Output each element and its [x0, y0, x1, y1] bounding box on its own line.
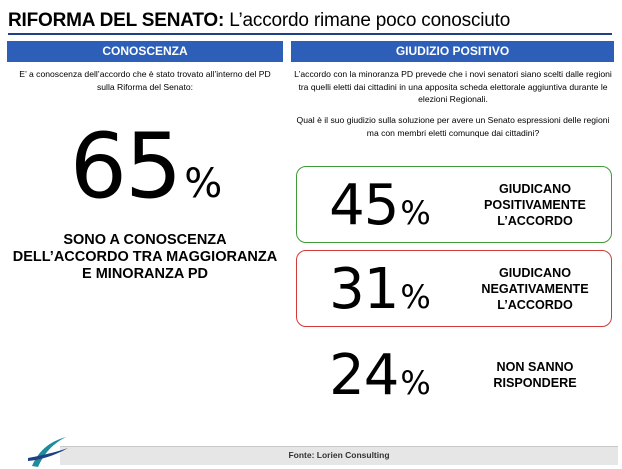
conoscenza-caption: SONO A CONOSCENZA DELL’ACCORDO TRA MAGGIORANZA E MINORANZA PD: [12, 232, 278, 282]
page-title: [8, 10, 510, 32]
result-percentage: [297, 257, 462, 330]
result-card-positive: [296, 166, 612, 243]
result-percentage: [297, 343, 462, 416]
result-card-negative: [296, 250, 612, 327]
result-value: 31: [329, 257, 399, 322]
title-underline: [8, 33, 612, 35]
result-label: GIUDICANO NEGATIVAMENTE L’ACCORDO: [481, 265, 589, 312]
section-band-conoscenza: CONOSCENZA: [7, 41, 283, 62]
conoscenza-description: E’ a conoscenza dell’accordo che è stato trovato all’interno del PD sulla Riforma del Senato:: [19, 69, 271, 92]
title-rest: L’accordo rimane poco conosciuto: [229, 10, 511, 31]
percent-sign: %: [400, 364, 430, 402]
title-bold: RIFORMA DEL SENATO:: [8, 10, 225, 31]
footer-source: Fonte: Lorien Consulting: [288, 450, 390, 460]
result-value: 24: [329, 343, 399, 408]
giudizio-description: L’accordo con la minoranza PD prevede che i novi senatori siano scelti dalle regioni tra quelli eletti dai cittadini in una apposita scheda elettorale aggiuntiva durante le elezioni Regionali.: [294, 69, 612, 104]
lorien-logo-icon: [26, 434, 70, 468]
conoscenza-percentage: [0, 114, 290, 234]
result-label: NON SANNO RISPONDERE: [493, 359, 577, 390]
result-percentage: [297, 173, 462, 246]
result-label: GIUDICANO POSITIVAMENTE L’ACCORDO: [484, 181, 586, 228]
result-value: 45: [329, 173, 399, 238]
conoscenza-value: 65: [69, 114, 181, 219]
percent-sign: %: [184, 161, 221, 207]
section-band-giudizio: GIUDIZIO POSITIVO: [291, 41, 614, 62]
result-card-unsure: [296, 336, 612, 413]
percent-sign: %: [400, 278, 430, 316]
giudizio-question: Qual è il suo giudizio sulla soluzione per avere un Senato espressioni delle regioni ma con membri eletti comunque dai cittadini?: [296, 115, 610, 138]
percent-sign: %: [400, 194, 430, 232]
